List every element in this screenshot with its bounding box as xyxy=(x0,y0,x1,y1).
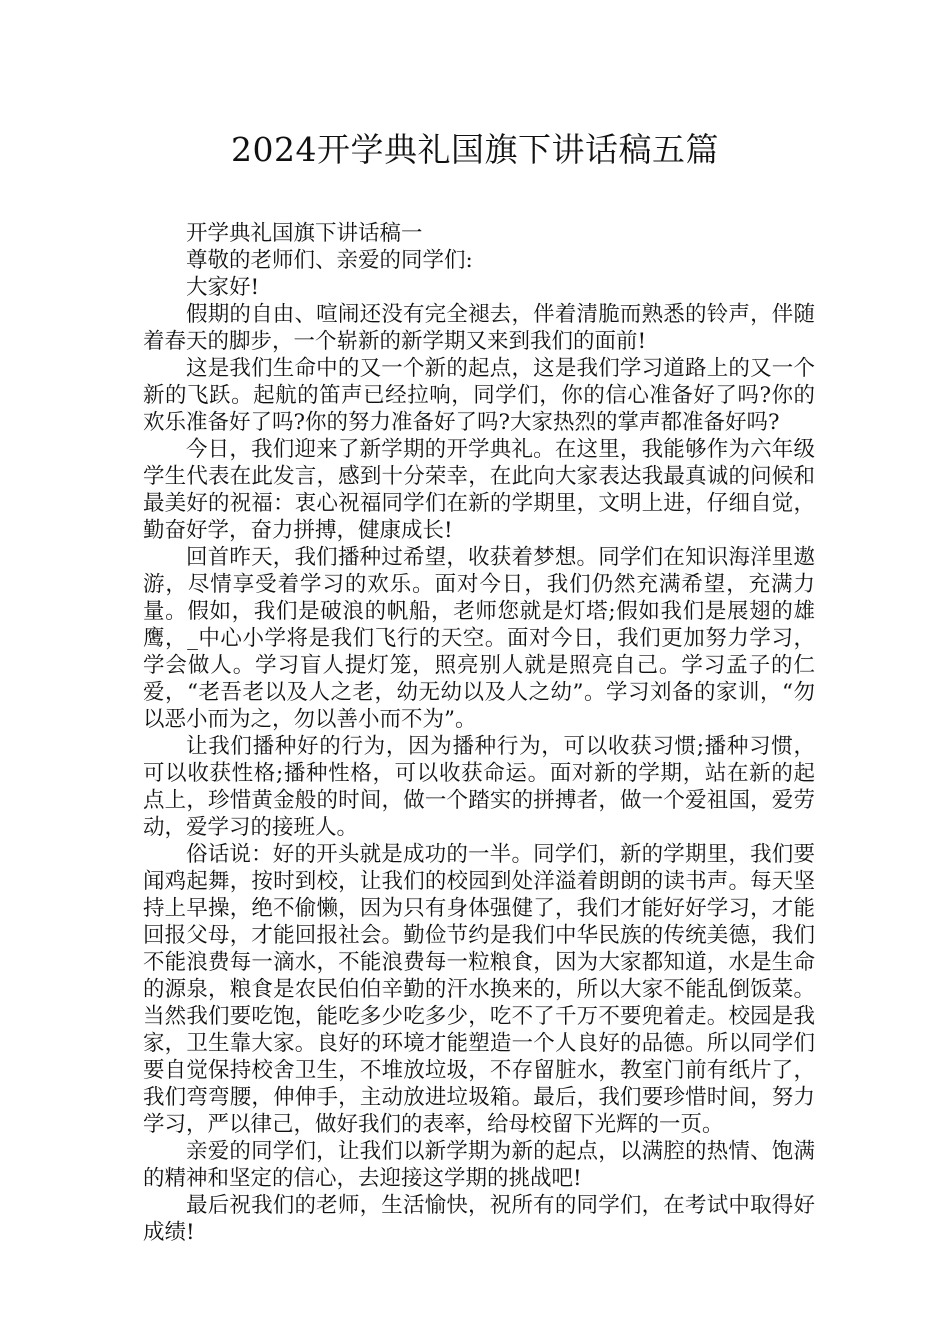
paragraph: 亲爱的同学们，让我们以新学期为新的起点，以满腔的热情、饱满的精神和坚定的信心，去迎接这学期的挑战吧! xyxy=(143,1139,815,1191)
document-body xyxy=(143,220,815,1246)
paragraph: 今日，我们迎来了新学期的开学典礼。在这里，我能够作为六年级学生代表在此发言，感到十分荣幸，在此向大家表达我最真诚的问候和最美好的祝福：衷心祝福同学们在新的学期里，文明上进，仔细自觉，勤奋好学，奋力拼搏，健康成长! xyxy=(143,437,815,543)
greeting: 大家好! xyxy=(186,275,260,300)
document-title: 2024开学典礼国旗下讲话稿五篇 xyxy=(231,130,719,169)
paragraph: 假期的自由、喧闹还没有完全褪去，伴着清脆而熟悉的铃声，伴随着春天的脚步，一个崭新的新学期又来到我们的面前! xyxy=(143,302,815,354)
closing-paragraph: 最后祝我们的老师，生活愉快，祝所有的同学们，在考试中取得好成绩! xyxy=(143,1193,815,1245)
paragraph: 这是我们生命中的又一个新的起点，这是我们学习道路上的又一个新的飞跃。起航的笛声已经拉响，同学们，你的信心准备好了吗?你的欢乐准备好了吗?你的努力准备好了吗?大家热烈的掌声都准备好吗? xyxy=(143,356,815,435)
paragraph: 俗话说：好的开头就是成功的一半。同学们，新的学期里，我们要闻鸡起舞，按时到校，让我们的校园到处洋溢着朗朗的读书声。每天坚持上早操，绝不偷懒，因为只有身体强健了，我们才能好好学习，才能回报父母，才能回报社会。勤俭节约是我们中华民族的传统美德，我们不能浪费每一滴水，不能浪费每一粒粮食，因为大家都知道，水是生命的源泉，粮食是农民伯伯辛勤的汗水换来的，所以大家不能乱倒饭菜。当然我们要吃饱，能吃多少吃多少，吃不了千万不要兜着走。校园是我家，卫生靠大家。良好的环境才能塑造一个人良好的品德。所以同学们要自觉保持校舍卫生，不堆放垃圾，不存留脏水，教室门前有纸片了，我们弯弯腰，伸伸手，主动放进垃圾箱。最后，我们要珍惜时间，努力学习，严以律己，做好我们的表率，给母校留下光辉的一页。 xyxy=(143,842,815,1137)
paragraph: 回首昨天，我们播种过希望，收获着梦想。同学们在知识海洋里遨游，尽情享受着学习的欢乐。面对今日，我们仍然充满希望，充满力量。假如，我们是破浪的帆船，老师您就是灯塔;假如我们是展翅的雄鹰，_中心小学将是我们飞行的天空。面对今日，我们更加努力学习，学会做人。学习盲人提灯笼，照亮别人就是照亮自己。学习孟子的仁爱，“老吾老以及人之老，幼无幼以及人之幼”。学习刘备的家训，“勿以恶小而为之，勿以善小而不为”。 xyxy=(143,545,815,732)
section-heading: 开学典礼国旗下讲话稿一 xyxy=(186,221,423,246)
salutation: 尊敬的老师们、亲爱的同学们: xyxy=(186,248,473,273)
paragraph: 让我们播种好的行为，因为播种行为，可以收获习惯;播种习惯，可以收获性格;播种性格，可以收获命运。面对新的学期，站在新的起点上，珍惜黄金般的时间，做一个踏实的拼搏者，做一个爱祖国，爱劳动，爱学习的接班人。 xyxy=(143,734,815,840)
